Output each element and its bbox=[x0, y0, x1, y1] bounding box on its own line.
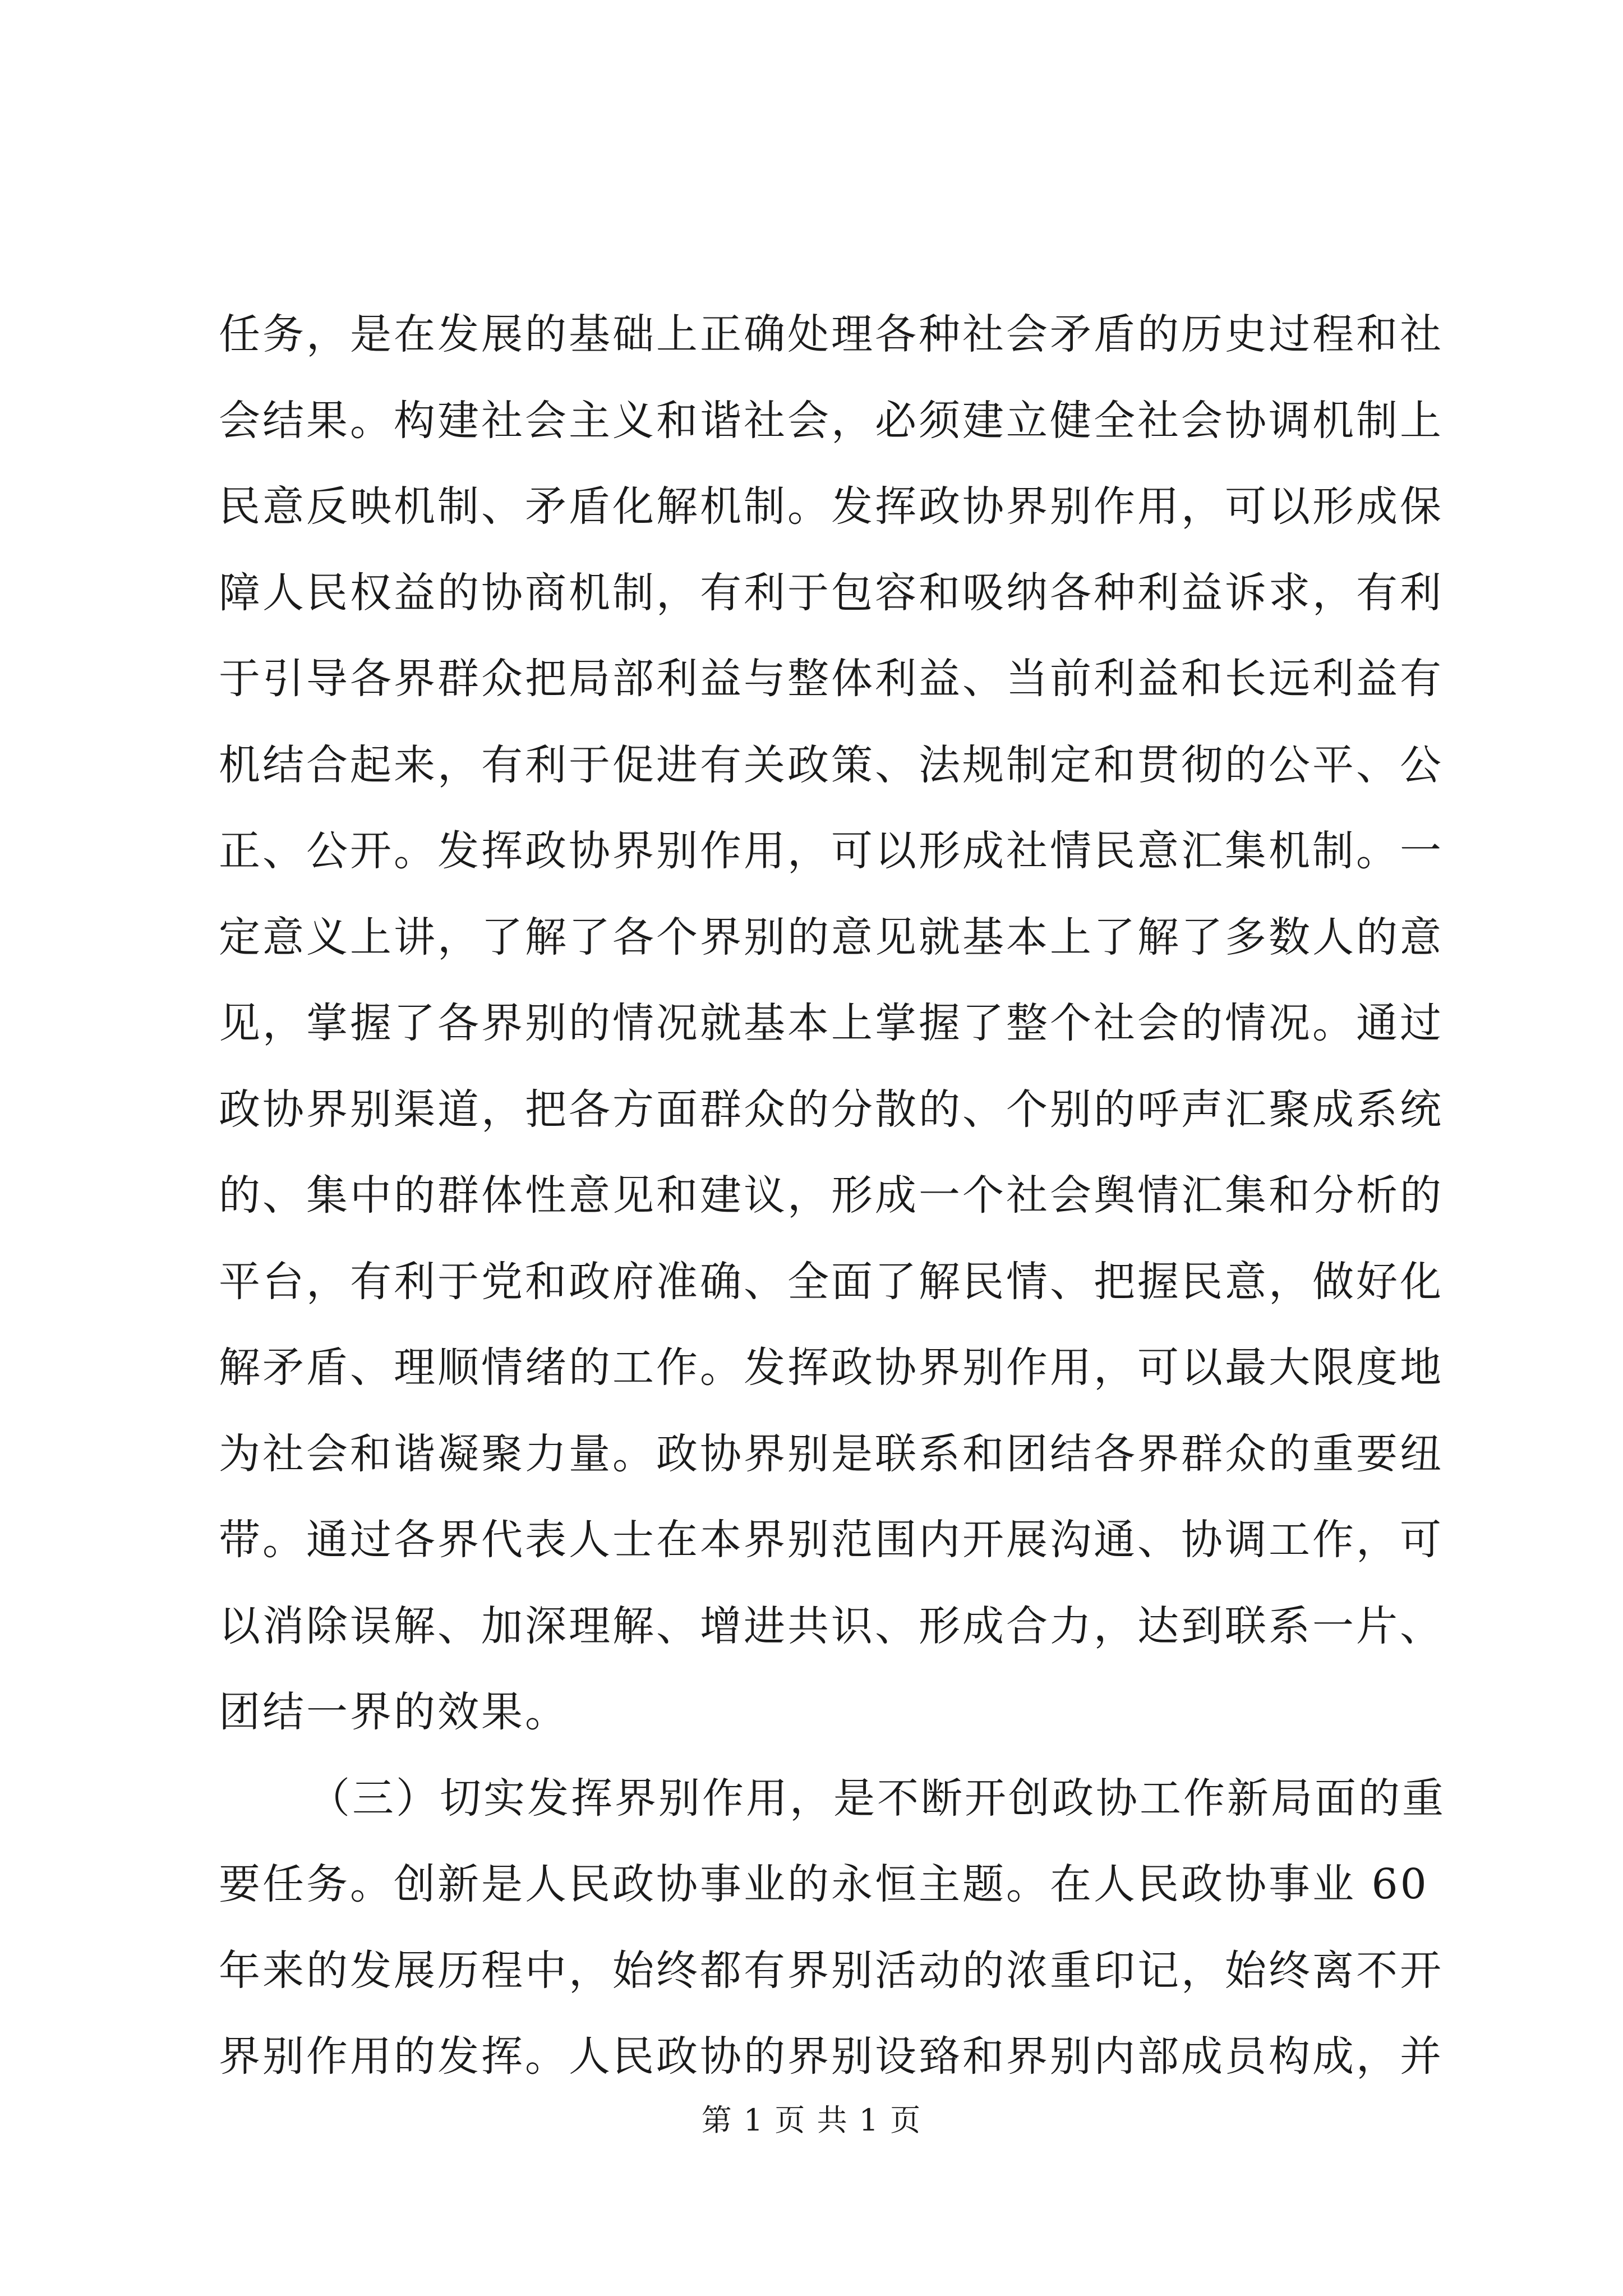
text-line: 以消除误解、加深理解、增进共识、形成合力，达到联系一片、 bbox=[219, 1602, 1444, 1650]
text-line-paragraph-end: 团结一界的效果。 bbox=[219, 1688, 569, 1736]
text-line: 民意反映机制、矛盾化解机制。发挥政协界别作用，可以形成保 bbox=[219, 482, 1444, 531]
text-line: 定意义上讲，了解了各个界别的意见就基本上了解了多数人的意 bbox=[219, 913, 1444, 961]
text-line: 障人民权益的协商机制，有利于包容和吸纳各种利益诉求，有利 bbox=[219, 568, 1444, 617]
text-line: 的、集中的群体性意见和建议，形成一个社会舆情汇集和分析的 bbox=[219, 1171, 1444, 1220]
text-line: 平台，有利于党和政府准确、全面了解民情、把握民意，做好化 bbox=[219, 1257, 1444, 1306]
text-line: 见，掌握了各界别的情况就基本上掌握了整个社会的情况。通过 bbox=[219, 999, 1444, 1047]
text-line: 正、公开。发挥政协界别作用，可以形成社情民意汇集机制。一 bbox=[219, 827, 1444, 875]
text-line: 解矛盾、理顺情绪的工作。发挥政协界别作用，可以最大限度地 bbox=[219, 1343, 1444, 1392]
text-line: 要任务。创新是人民政协事业的永恒主题。在人民政协事业 60 bbox=[219, 1860, 1429, 1908]
page-footer bbox=[0, 2101, 1623, 2140]
text-line: 机结合起来，有利于促进有关政策、法规制定和贯彻的公平、公 bbox=[219, 740, 1444, 789]
text-line-paragraph-start: （三）切实发挥界别作用，是不断开创政协工作新局面的重 bbox=[308, 1774, 1446, 1823]
text-line: 界别作用的发挥。人民政协的界别设臵和界别内部成员构成，并 bbox=[219, 2032, 1444, 2081]
text-line: 政协界别渠道，把各方面群众的分散的、个别的呼声汇聚成系统 bbox=[219, 1085, 1444, 1134]
text-line: 任务，是在发展的基础上正确处理各种社会矛盾的历史过程和社 bbox=[219, 310, 1444, 358]
document-body bbox=[219, 292, 1446, 2100]
text-line: 带。通过各界代表人士在本界别范围内开展沟通、协调工作，可 bbox=[219, 1516, 1444, 1564]
text-line: 年来的发展历程中，始终都有界别活动的浓重印记，始终离不开 bbox=[219, 1946, 1444, 1995]
text-line: 为社会和谐凝聚力量。政协界别是联系和团结各界群众的重要纽 bbox=[219, 1429, 1444, 1478]
page-number-label: 第 1 页 共 1 页 bbox=[701, 2102, 922, 2138]
text-line: 会结果。构建社会主义和谐社会，必须建立健全社会协调机制上 bbox=[219, 396, 1444, 445]
text-line: 于引导各界群众把局部利益与整体利益、当前利益和长远利益有 bbox=[219, 655, 1444, 703]
